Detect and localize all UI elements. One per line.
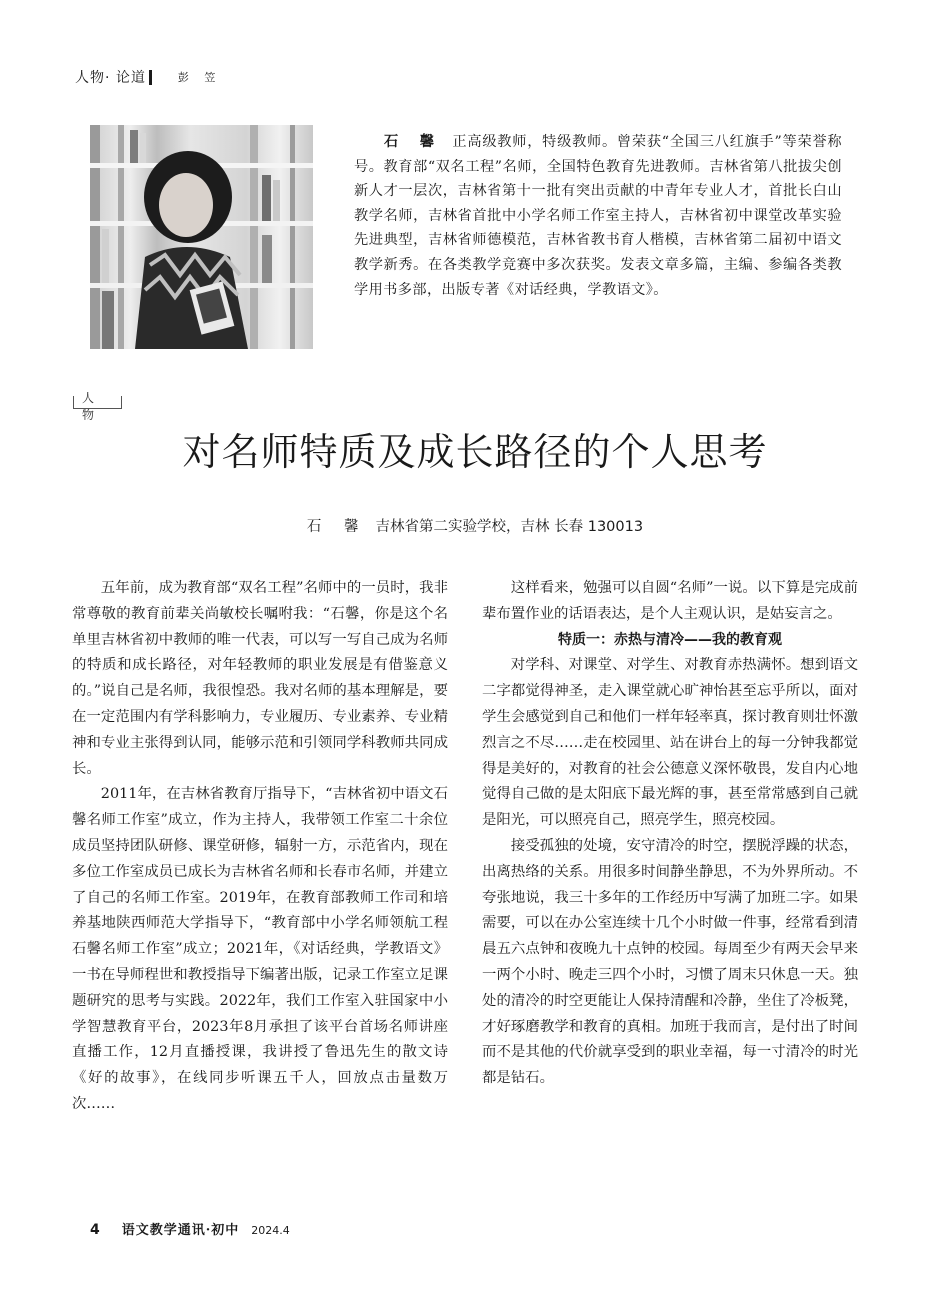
section-heading: 特质一：赤热与清冷——我的教育观	[558, 631, 782, 648]
rubric-bracket	[73, 396, 122, 409]
byline-affiliation: 吉林省第二实验学校，吉林 长春 130013	[375, 519, 644, 535]
portrait-illustration	[90, 125, 313, 349]
header-bar	[149, 70, 152, 85]
header-author: 彭 笠	[177, 71, 222, 84]
bio-name: 石 馨	[384, 134, 443, 150]
article-title: 对名师特质及成长路径的个人思考	[182, 430, 768, 474]
rubric-tag	[73, 387, 120, 422]
author-bio	[354, 130, 842, 302]
paragraph: 五年前，成为教育部“双名工程”名师中的一员时，我非常尊敬的教育前辈关尚敏校长嘱咐我：“石馨，你是这个名单里吉林省初中教师的唯一代表，可以写一写自己成为名师的特质和成长路径，对年轻教师的职业发展是有借鉴意义的。”说自己是名师，我很惶恐。我对名师的基本理解是，要在一定范围内有学科影响力，专业履历、专业素养、专业精神和专业主张得到认同，能够示范和引领同学科教师共同成长。	[72, 580, 448, 777]
journal-issue: 2024.4	[251, 1224, 290, 1237]
paragraph: 对学科、对课堂、对学生、对教育赤热满怀。想到语文二字都觉得神圣，走入课堂就心旷神怡甚至忘乎所以，面对学生会感觉到自己和他们一样年轻率真，探讨教育则壮怀激烈言之不尽……走在校园里、站在讲台上的每一分钟我都觉得是美好的，对教育的社会公德意义深怀敬畏，发自内心地觉得自己做的是太阳底下最光辉的事，甚至常常感到自己就是阳光，可以照亮自己，照亮学生，照亮校园。	[482, 657, 858, 829]
page-footer	[90, 1219, 290, 1238]
paragraph: 这样看来，勉强可以自圆“名师”一说。以下算是完成前辈布置作业的话语表达，是个人主观认识，是姑妄言之。	[482, 580, 858, 622]
byline-author: 石 馨	[306, 519, 368, 535]
byline	[0, 515, 950, 536]
header-section: 人物· 论道	[75, 70, 146, 86]
paragraph: 2011年，在吉林省教育厅指导下，“吉林省初中语文石馨名师工作室”成立，作为主持人，我带领工作室二十余位成员坚持团队研修、课堂研修，辐射一方，示范省内，现在多位工作室成员已成长为吉林省名师和长春市名师，并建立了自己的名师工作室。2019年，在教育部教师工作司和培养基地陕西师范大学指导下，“教育部中小学名师领航工程石馨名师工作室”成立；2021年，《对话经典，学教语文》一书在导师程世和教授指导下编著出版，记录工作室立足课题研究的思考与实践。2022年，我们工作室入驻国家中小学智慧教育平台，2023年8月承担了该平台首场名师讲座直播工作，12月直播授课，我讲授了鲁迅先生的散文诗《好的故事》，在线同步听课五千人，回放点击量数万次……	[72, 786, 448, 1112]
left-column	[72, 576, 448, 1118]
rubric-label: 人 物	[82, 391, 100, 422]
right-column	[482, 576, 858, 1092]
journal-name: 语文教学通讯·初中	[121, 1223, 240, 1238]
author-photo	[90, 125, 313, 349]
running-header	[75, 67, 221, 87]
bio-text: 正高级教师，特级教师。曾荣获“全国三八红旗手”等荣誉称号。教育部“双名工程”名师，全国特色教育先进教师。吉林省第八批拔尖创新人才一层次，吉林省第十一批有突出贡献的中青年专业人才，首批长白山教学名师，吉林省首批中小学名师工作室主持人，吉林省初中课堂改革实验先进典型，吉林省师德模范，吉林省教书育人楷模，吉林省第二届初中语文教学新秀。在各类教学竞赛中多次获奖。发表文章多篇，主编、参编各类教学用书多部，出版专著《对话经典，学教语文》。	[354, 134, 842, 298]
paragraph: 接受孤独的处境，安守清冷的时空，摆脱浮躁的状态，出离热络的关系。用很多时间静坐静思，不为外界所动。不夸张地说，我三十多年的工作经历中写满了加班二字。如果需要，可以在办公室连续十几个小时做一件事，经常看到清晨五六点钟和夜晚九十点钟的校园。每周至少有两天会早来一两个小时、晚走三四个小时，习惯了周末只休息一天。独处的清冷的时空更能让人保持清醒和冷静，坐住了冷板凳，才好琢磨教学和教育的真相。加班于我而言，是付出了时间而不是其他的代价就享受到的职业幸福，每一寸清冷的时光都是钻石。	[482, 837, 858, 1087]
page-number: 4	[90, 1222, 100, 1238]
